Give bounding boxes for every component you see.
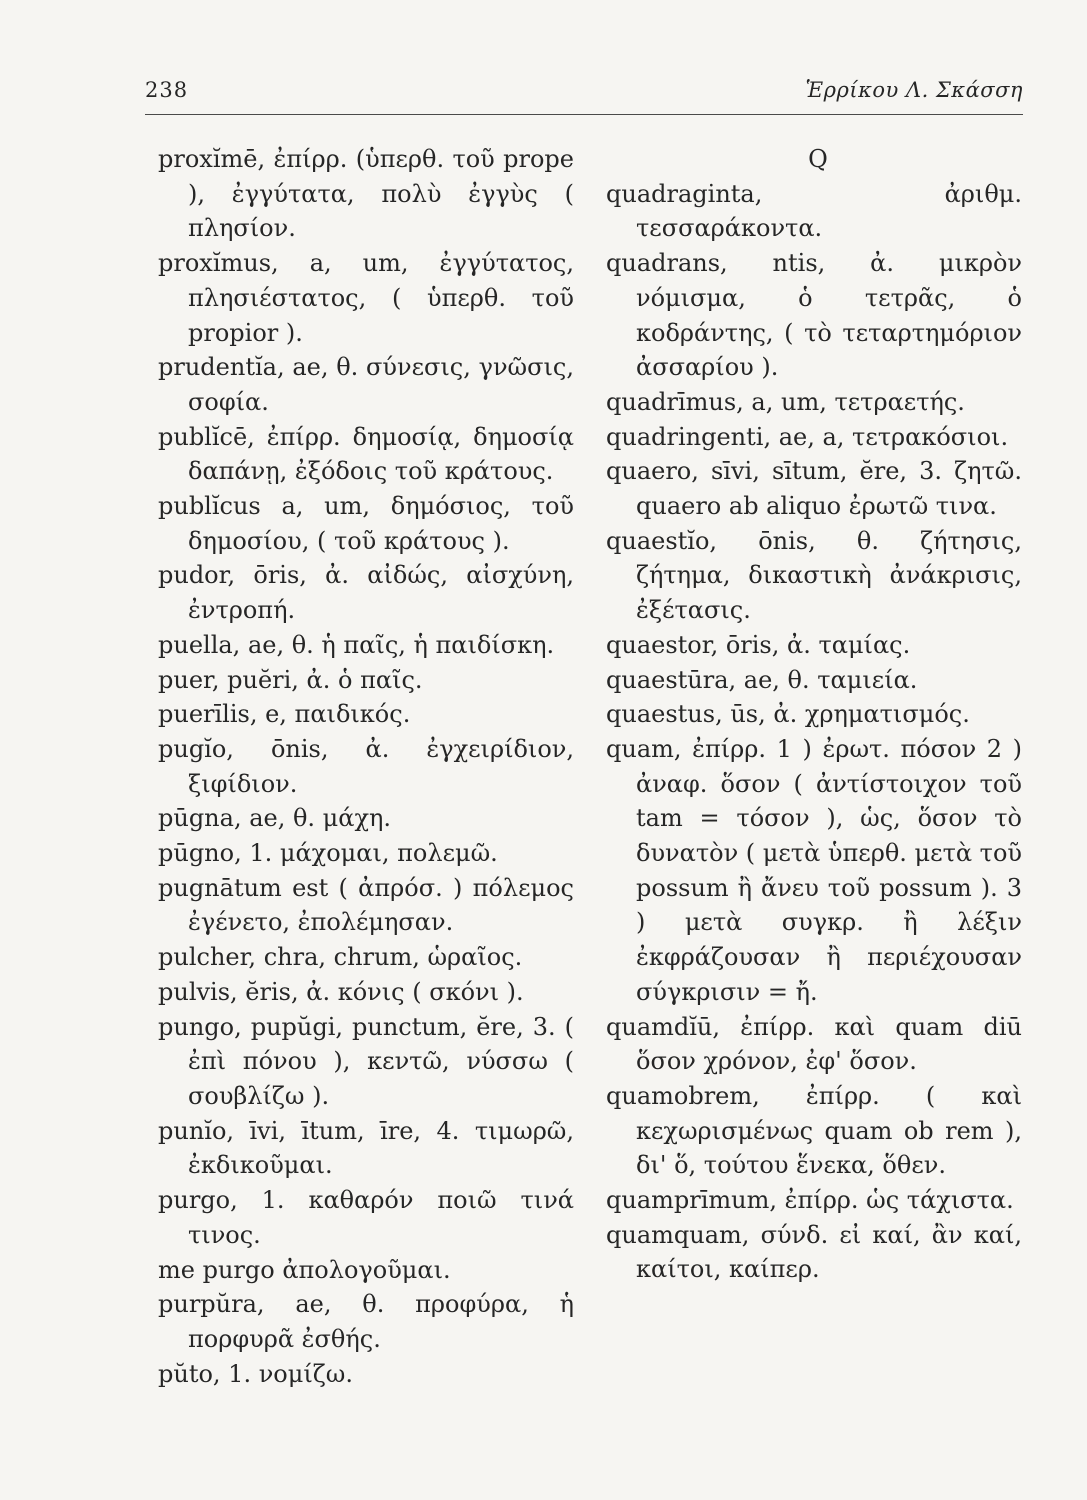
dictionary-entry: quamobrem, ἐπίρρ. ( καὶ κεχωρισμένως quam ob rem ), δι' ὅ, τούτου ἕνεκα, ὅθεν. [606, 1081, 1022, 1180]
dictionary-entry: proxĭmus, a, um, ἐγγύτατος, πλησιέστατος, ( ὑπερθ. τοῦ propior ). [158, 249, 574, 347]
dictionary-entry: quaero, sīvi, sītum, ĕre, 3. ζητῶ. quaero ab aliquo ἐρωτῶ τινα. [606, 457, 1022, 521]
dictionary-entry: proxĭmē, ἐπίρρ. (ὑπερθ. τοῦ prope ), ἐγγύτατα, πολὺ ἐγγὺς ( πλησίον. [158, 145, 574, 243]
dictionary-entry: quaestus, ūs, ἀ. χρηματισμός. [606, 700, 970, 729]
running-head: Ἑρρίκου Λ. Σκάσση [805, 78, 1023, 102]
page-header [145, 78, 1023, 115]
dictionary-entry: publĭcē, ἐπίρρ. δημοσίᾳ, δημοσίᾳ δαπάνῃ, ἐξόδοις τοῦ κράτους. [158, 422, 574, 486]
dictionary-entry: prudentĭa, ae, θ. σύνεσις, γνῶσις, σοφία. [158, 353, 574, 416]
letter-heading: Q [808, 145, 828, 173]
dictionary-entry: puer, puĕri, ἀ. ὁ παῖς. [158, 665, 423, 694]
dictionary-entry: pudor, ōris, ἀ. αἰδώς, αἰσχύνη, ἐντροπή. [158, 561, 574, 625]
dictionary-entry: purpŭra, ae, θ. προφύρα, ἡ πορφυρᾶ ἐσθής. [158, 1290, 574, 1353]
dictionary-entry: quadringenti, ae, a, τετρακόσιοι. [606, 422, 1009, 451]
dictionary-entry: pugnātum est ( ἀπρόσ. ) πόλεμος ἐγένετο, ἐπολέμησαν. [158, 873, 574, 937]
dictionary-entry: pūgno, 1. μάχομαι, πολεμῶ. [158, 839, 498, 868]
dictionary-entry: quam, ἐπίρρ. 1 ) ἐρωτ. πόσον 2 ) ἀναφ. ὅσον ( ἀντίστοιχον τοῦ tam = τόσον ), ὡς, ὅσον τὸ δυνατὸν ( μετὰ ὑπερθ. μετὰ τοῦ possum ἢ ἄνευ τοῦ possum ). 3 ) μετὰ συγκρ. ἢ λέξιν ἐκφράζουσαν ἢ περιέχουσαν σύγκρισιν = ἤ. [606, 734, 1022, 1006]
dictionary-entry: pungo, pupŭgi, punctum, ĕre, 3. ( ἐπὶ πόνου ), κεντῶ, νύσσω ( σουβλίζω ). [158, 1012, 574, 1110]
dictionary-entry: quamprīmum, ἐπίρρ. ὡς τάχιστα. [606, 1186, 1014, 1215]
dictionary-entry: quamdĭū, ἐπίρρ. καὶ quam diū ὅσον χρόνον, ἐφ' ὅσον. [606, 1012, 1022, 1076]
dictionary-entry: quadrans, ntis, ἀ. μικρὸν νόμισμα, ὁ τετρᾶς, ὁ κοδράντης, ( τὸ τεταρτημόριον ἀσσαρίου ). [606, 249, 1022, 382]
dictionary-entry: quaestor, ōris, ἀ. ταμίας. [606, 630, 911, 659]
dictionary-entry: quaestĭo, ōnis, θ. ζήτησις, ζήτημα, δικαστικὴ ἀνάκρισις, ἐξέτασις. [606, 526, 1022, 625]
dictionary-entry: pūgna, ae, θ. μάχη. [158, 804, 392, 833]
dictionary-entry: publĭcus a, um, δημόσιος, τοῦ δημοσίου, ( τοῦ κράτους ). [158, 492, 574, 555]
dictionary-entry: pŭto, 1. νομίζω. [158, 1359, 353, 1388]
dictionary-entry: quaestūra, ae, θ. ταμιεία. [606, 665, 918, 694]
dictionary-entry: quadraginta, ἀριθμ. τεσσαράκοντα. [606, 179, 1022, 243]
dictionary-entry: punĭo, īvi, ītum, īre, 4. τιμωρῶ, ἐκδικοῦμαι. [158, 1116, 574, 1180]
dictionary-entry: purgo, 1. καθαρόν ποιῶ τινά τινος. [158, 1186, 574, 1249]
dictionary-entry: me purgo ἀπολογοῦμαι. [158, 1255, 451, 1284]
dictionary-entry: puella, ae, θ. ἡ παῖς, ἡ παιδίσκη. [158, 630, 555, 659]
dictionary-entry: pugĭo, ōnis, ἀ. ἐγχειρίδιον, ξιφίδιον. [158, 734, 574, 798]
dictionary-entry: pulcher, chra, chrum, ὡραῖος. [158, 943, 523, 972]
right-column [606, 142, 1022, 1287]
dictionary-entry: quamquam, σύνδ. εἰ καί, ἂν καί, καίτοι, καίπερ. [606, 1220, 1022, 1284]
left-column [158, 142, 574, 1391]
dictionary-entry: puerīlis, e, παιδικός. [158, 700, 411, 729]
page-number: 238 [145, 78, 189, 102]
dictionary-entry: pulvis, ĕris, ἀ. κόνις ( σκόνι ). [158, 977, 524, 1006]
dictionary-entry: quadrīmus, a, um, τετραετής. [606, 387, 965, 416]
